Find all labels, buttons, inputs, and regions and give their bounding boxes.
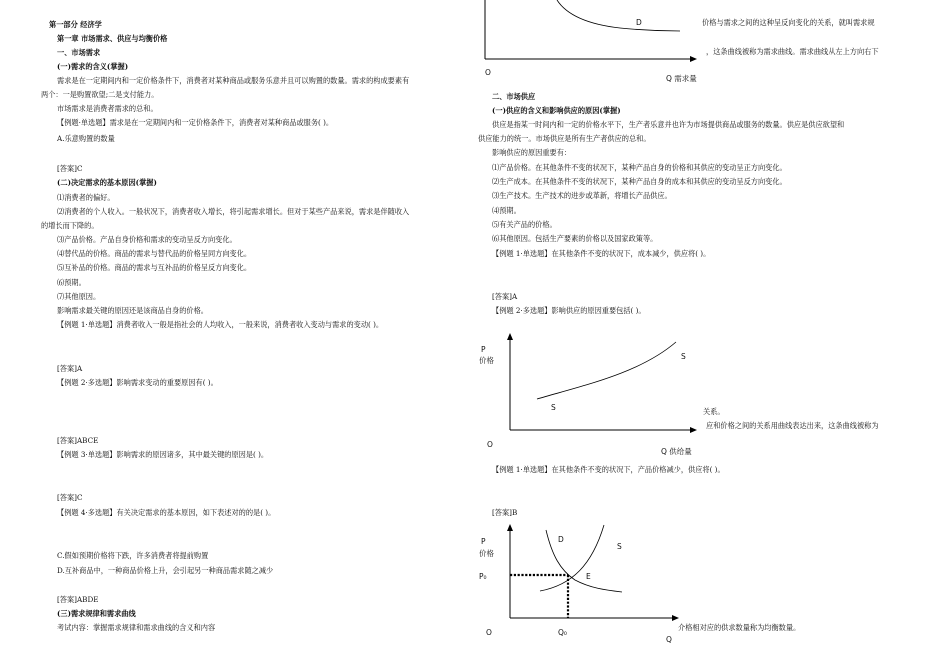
x-axis-label: Q 需求量 [666,74,697,83]
answer: [答案]B [492,508,518,517]
list-item: ⑷预期。 [492,206,521,215]
list-item: ⑺其他原因。 [57,292,101,301]
equilibrium-point-label: E [586,572,591,581]
answer: [答案]A [57,364,83,373]
equilibrium-y-arrow [507,524,513,531]
supply-y-arrow [507,333,513,340]
equilibrium-supply-curve [540,525,604,591]
example-question: 【例题 1·单选题】在其他条件不变的状况下，产品价格减少，供应将( )。 [492,465,725,474]
example-question: 【例题 3·单选题】影响需求的原因诸多，其中最关键的原因是( )。 [57,450,269,459]
chapter-heading: 第一章 市场需求、供应与均衡价格 [57,34,168,43]
paragraph: ，这条曲线被称为需求曲线。需求曲线从左上方向右下 [706,47,879,56]
example-question: 【例题 2·多选题】影响供应的原因重要包括( )。 [492,306,646,315]
list-item: 的增长而下降的。 [41,221,99,230]
list-item: ⑴消费者的偏好。 [57,193,115,202]
section-heading: 一、市场需求 [57,48,101,57]
example-option: A.乐意购置的数量 [57,134,115,143]
equilibrium-quantity-label: Q₀ [558,628,567,637]
supply-curve-label-bottom: S [551,403,556,412]
price-axis-label: 价格 [479,549,494,558]
paragraph: 市场需求是消费者需求的总和。 [57,104,158,113]
list-item: ⑴产品价格。在其他条件不变的状况下，某种产品自身的价格和其供应的变动呈正方向变化。 [492,163,787,172]
subsection-heading: (一)需求的含义(掌握) [57,62,129,71]
paragraph: 供应能力的统一。市场供应是所有生产者供应的总和。 [478,134,651,143]
equilibrium-x-arrow [672,615,679,621]
demand-curve-label: D [558,535,564,544]
paragraph: 影响供应的原因重要有： [492,148,572,157]
subsection-heading: (一)供应的含义和影响供应的原因(掌握) [492,106,621,115]
list-item: ⑶生产技术。生产技术的进步或革新，将增长产品供应。 [492,191,672,200]
list-item: ⑹其他原因。包括生产要素的价格以及国家政策等。 [492,234,658,243]
demand-curve-label: D [636,18,642,27]
subsection-heading: (三)需求规律和需求曲线 [57,609,136,618]
paragraph: 两个：一是购置欲望;二是支付能力。 [41,90,159,99]
answer: [答案]ABCE [57,436,99,445]
origin-label: O [485,68,491,77]
answer: [答案]ABDE [57,595,99,604]
list-item: ⑶产品价格。产品自身价格和需求的变动呈反方向变化。 [57,235,237,244]
paragraph: 考试内容：掌握需求规律和需求曲线的含义和内容 [57,623,216,632]
paragraph: 关系。 [703,407,725,416]
demand-curve [557,0,680,31]
x-axis-label: Q 供给量 [661,447,692,456]
list-item: ⑸有关产品的价格。 [492,220,557,229]
equilibrium-price-label: P₀ [479,572,487,581]
example-question: 【例题 1·单选题】在其他条件不变的状况下，成本减少，供应将( )。 [492,249,711,258]
answer: [答案]A [492,292,518,301]
paragraph: 介格相对应的供求数量称为均衡数量。 [678,623,801,632]
paragraph: 应和价格之间的关系用曲线表达出来，这条曲线被称为 [706,421,879,430]
origin-label: O [486,628,492,637]
supply-curve [537,342,676,399]
example-question: 【例题 2·多选题】影响需求变动的重要原因有( )。 [57,378,218,387]
section-heading: 二、市场供应 [492,92,536,101]
list-item: ⑸互补品的价格。商品的需求与互补品的价格呈反方向变化。 [57,263,252,272]
example-option: D.互补商品中，一种商品价格上升，会引起另一种商品需求随之减少 [57,566,274,575]
supply-x-arrow [690,427,697,433]
list-item: ⑷替代品的价格。商品的需求与替代品的价格呈同方向变化。 [57,249,252,258]
example-question: 【例题 4·多选题】有关决定需求的基本原因，如下表述对的的是( )。 [57,508,276,517]
supply-curve-label-top: S [681,352,686,361]
paragraph: 供应是指某一时间内和一定的价格水平下，生产者乐意并也许为市场提供商品或服务的数量。供应是供应欲望和 [492,120,845,129]
example-question: 【例题 1·单选题】消费者收入一般是指社会的人均收入，一般来说，消费者收入变动与需求的变动( )。 [57,320,384,329]
example-question: 【例题·单选题】需求是在一定期间内和一定价格条件下，消费者对某种商品或服务( )。 [57,118,334,127]
answer: [答案]C [57,164,83,173]
answer: [答案]C [57,493,83,502]
price-axis-label: 价格 [479,356,494,365]
price-axis-p-label: P [481,537,486,546]
demand-x-arrow [690,56,697,62]
example-option: C.假如预期价格将下跌，许多消费者将提前购置 [57,551,209,560]
paragraph: 影响需求最关键的原因还是该商品自身的价格。 [57,306,208,315]
list-item: ⑹预期。 [57,278,86,287]
part-heading: 第一部分 经济学 [49,20,102,29]
paragraph: 需求是在一定期间内和一定价格条件下，消费者对某种商品或服务乐意并且可以购置的数量。需求的构成要素有 [57,76,410,85]
x-axis-label: Q [666,635,672,644]
list-item: ⑵消费者的个人收入。一般状况下，消费者收入增长，将引起需求增长。但对于某些产品来说，需求是伴随收入 [57,207,410,216]
list-item: ⑵生产成本。在其他条件不变的状况下，某种产品自身的成本和其供应的变动呈反方向变化。 [492,177,787,186]
supply-curve-label: S [617,542,622,551]
price-axis-p-label: P [481,345,486,354]
origin-label: O [487,440,493,449]
subsection-heading: (二)决定需求的基本原因(掌握) [57,178,157,187]
paragraph: 价格与需求之间的这种呈反向变化的关系，就叫需求规 [702,18,875,27]
